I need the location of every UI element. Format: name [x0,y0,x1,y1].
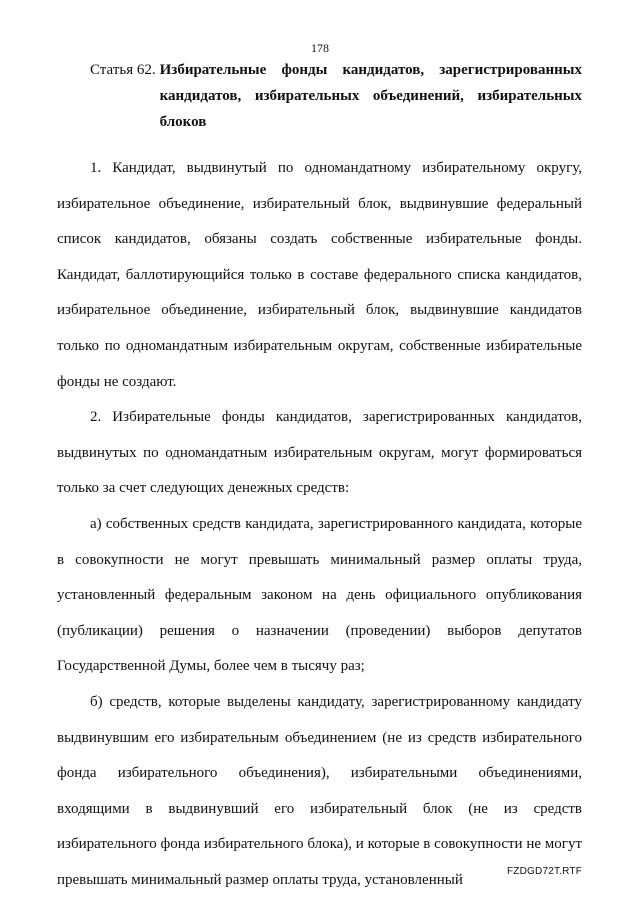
article-body [57,151,582,898]
article-heading [90,57,582,135]
article-number: Статья 62. [90,62,156,78]
article-title: Избирательные фонды кандидатов, зарегистрированных кандидатов, избирательных объединений, избирательных блоков [159,62,582,130]
footer-filename: FZDGD72T.RTF [507,866,582,877]
paragraph-2: 2. Избирательные фонды кандидатов, зарегистрированных кандидатов, выдвинутых по одномандатным избирательным округам, могут формироваться только за счет следующих денежных средств: [57,409,582,497]
paragraph-2a: а) собственных средств кандидата, зарегистрированного кандидата, которые в совокупности не могут превышать минимальный размер оплаты труда, установленный федеральным законом на день официального опубликования (публикации) решения о назначении (проведении) выборов депутатов Государственной Думы, более чем в тысячу раз; [57,515,582,675]
page-number: 178 [311,41,329,55]
paragraph-1: 1. Кандидат, выдвинутый по одномандатному избирательному округу, избирательное объединение, избирательный блок, выдвинувшие федеральный список кандидатов, обязаны создать собственные избирательные фонды. Кандидат, баллотирующийся только в составе федерального списка кандидатов, избирательное объединение, избирательный блок, выдвинувшие кандидатов только по одномандатным избирательным округам, собственные избирательные фонды не создают. [57,160,582,390]
paragraph-2b: б) средств, которые выделены кандидату, зарегистрированному кандидату выдвинувшим его избирательным объединением (не из средств избирательного фонда избирательного объединения), избирательными объединениями, входящими в выдвинувший его избирательный блок (не из средств избирательного фонда избирательного блока), и которые в совокупности не могут превышать минимальный размер оплаты труда, установленный [57,693,582,888]
